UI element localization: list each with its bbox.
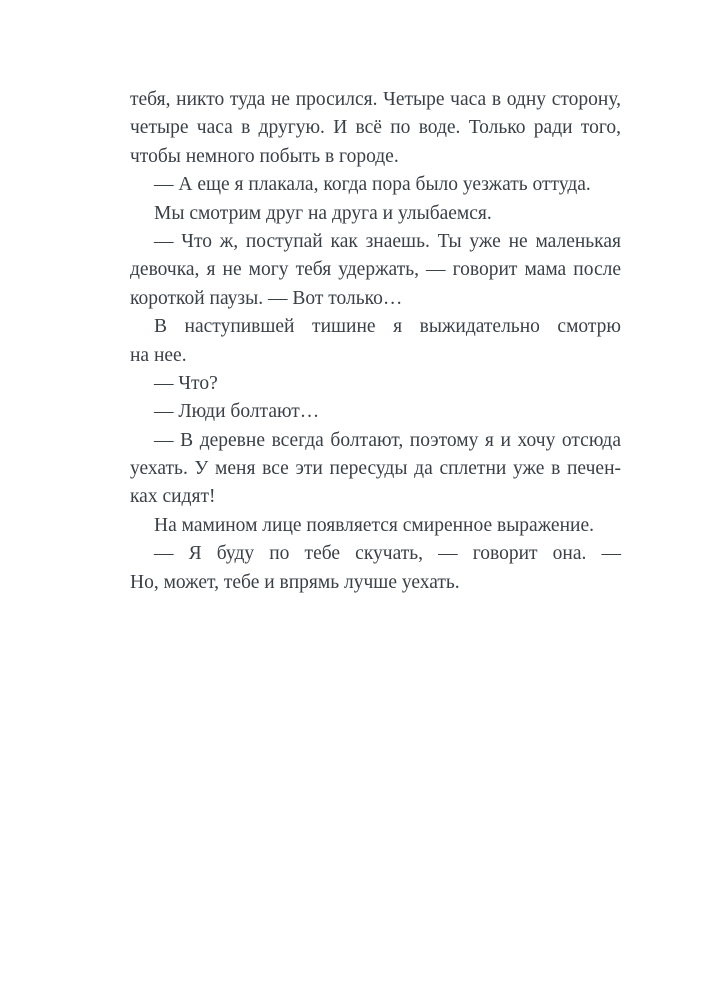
text-line: тебя, никто туда не просился. Четыре часа в одну сторону, — [130, 89, 621, 110]
text-line: — В деревне всегда болтают, поэтому я и хочу отсюда — [154, 429, 621, 451]
text-line: Но, может, тебе и впрямь лучше уехать. — [130, 571, 460, 593]
text-line: Мы смотрим друг на друга и улыбаемся. — [154, 202, 492, 224]
text-line: — Я буду по тебе скучать, — говорит она. — — [154, 543, 621, 565]
text-line: — Люди болтают… — [154, 401, 320, 423]
text-line: четыре часа в другую. И всё по воде. Только ради того, — [130, 117, 621, 139]
text-line: В наступившей тишине я выжидательно смотрю — [154, 316, 621, 338]
body-text — [130, 86, 621, 597]
text-line: — А еще я плакала, когда пора было уезжать оттуда. — [154, 174, 591, 196]
text-line: — Что? — [154, 372, 218, 394]
text-line: чтобы немного побыть в городе. — [130, 145, 399, 167]
text-line: уехать. У меня все эти пересуды да сплетни уже в печен- — [130, 458, 621, 480]
text-line: девочка, я не могу тебя удержать, — говорит мама после — [130, 259, 621, 281]
text-line: — Что ж, поступай как знаешь. Ты уже не маленькая — [154, 230, 621, 252]
text-line: на нее. — [130, 344, 187, 366]
text-line: короткой паузы. — Вот только… — [130, 287, 403, 309]
text-line: На мамином лице появляется смиренное выражение. — [154, 514, 594, 536]
text-line: ках сидят! — [130, 486, 216, 508]
